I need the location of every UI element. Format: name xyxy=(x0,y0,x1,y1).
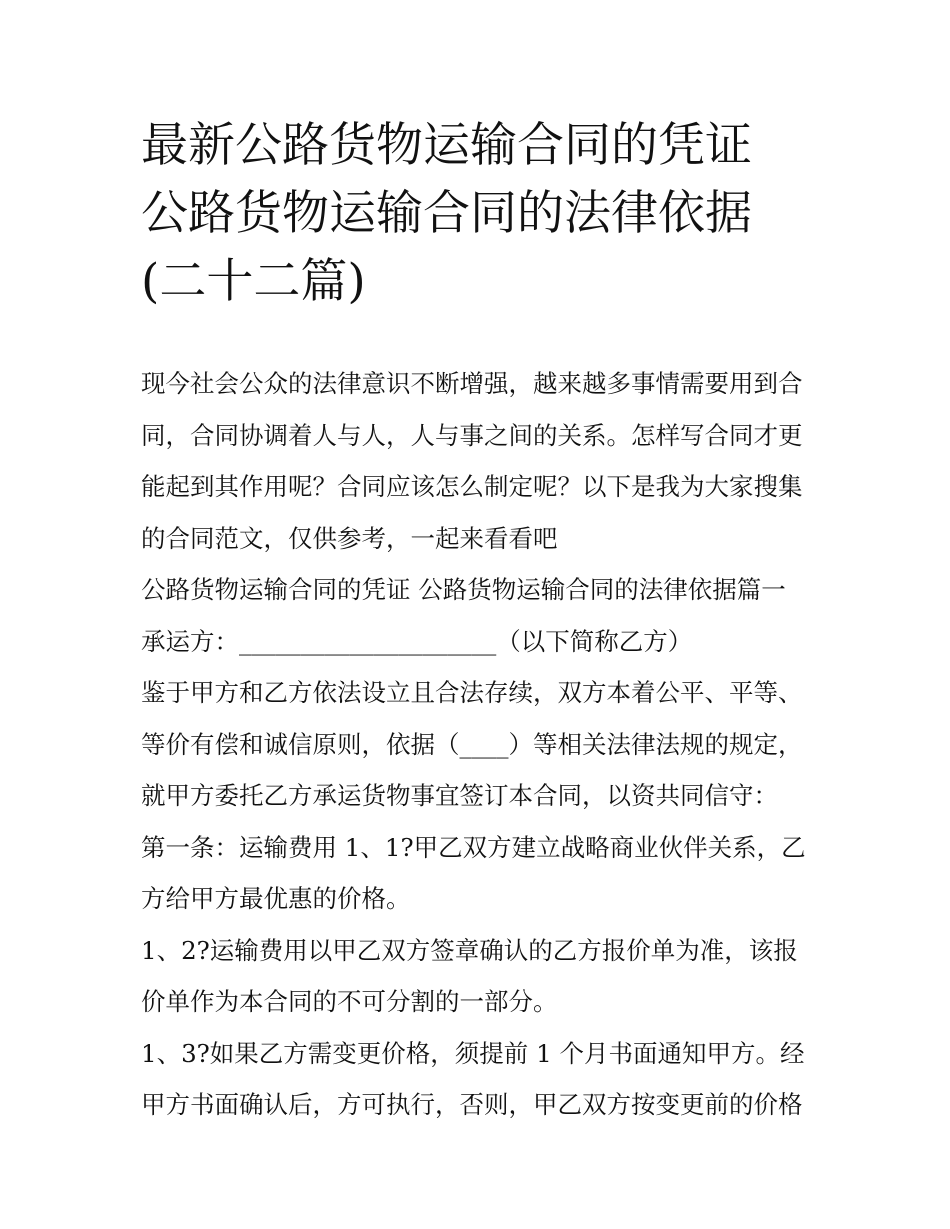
title-line-3: (二十二篇) xyxy=(141,254,366,309)
body-line: 现今社会公众的法律意识不断增强，越来越多事情需要用到合 xyxy=(141,369,803,398)
body-line: 甲方书面确认后，方可执行，否则，甲乙双方按变更前的价格 xyxy=(141,1090,803,1119)
title-line-2: 公路货物运输合同的法律依据 xyxy=(141,186,752,241)
body-line: 方给甲方最优惠的价格。 xyxy=(141,884,411,913)
title-line-1: 最新公路货物运输合同的凭证 xyxy=(141,118,752,173)
document-body xyxy=(141,358,821,1131)
body-line: 承运方：_____________________（以下简称乙方） xyxy=(141,626,693,656)
body-line: 1、2?运输费用以甲乙双方签章确认的乙方报价单为准，该报 xyxy=(141,935,798,965)
body-line: 价单作为本合同的不可分割的一部分。 xyxy=(141,987,558,1016)
body-line: 鉴于甲方和乙方依法设立且合法存续，双方本着公平、平等、 xyxy=(141,678,803,707)
body-line: 同，合同协调着人与人，人与事之间的关系。怎样写合同才更 xyxy=(141,420,803,450)
body-line: 第一条：运输费用 1、1?甲乙双方建立战略商业伙伴关系，乙 xyxy=(141,832,806,862)
body-line: 就甲方委托乙方承运货物事宜签订本合同，以资共同信守： xyxy=(141,781,778,810)
body-line: 等价有偿和诚信原则，依据（____）等相关法律法规的规定， xyxy=(141,729,803,759)
body-line: 1、3?如果乙方需变更价格，须提前 1 个月书面通知甲方。经 xyxy=(141,1038,805,1068)
body-line: 的合同范文，仅供参考，一起来看看吧 xyxy=(141,523,558,553)
document-title xyxy=(141,112,841,316)
body-line: 公路货物运输合同的凭证 公路货物运输合同的法律依据篇一 xyxy=(141,575,786,604)
body-line: 能起到其作用呢？合同应该怎么制定呢？以下是我为大家搜集 xyxy=(141,472,803,501)
